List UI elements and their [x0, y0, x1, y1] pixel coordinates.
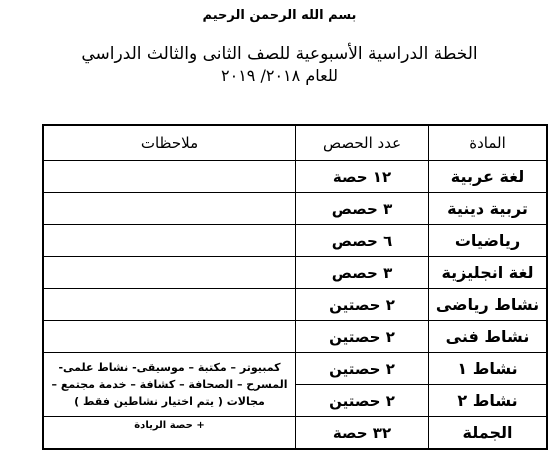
- table-row: [43, 289, 547, 321]
- notes-cell: [43, 257, 296, 289]
- subject-cell: تربية دينية: [429, 193, 548, 225]
- table-header-row: [43, 125, 547, 161]
- periods-cell: ٢ حصتين: [296, 321, 429, 353]
- periods-cell: ١٢ حصة: [296, 161, 429, 193]
- subject-cell: نشاط ٢: [429, 385, 548, 417]
- periods-cell: ٢ حصتين: [296, 353, 429, 385]
- notes-cell: [43, 193, 296, 225]
- notes-cell: [43, 289, 296, 321]
- activity-note-line: كمبيوتر – مكتبة – موسيقى- نشاط علمى-: [58, 361, 281, 374]
- title-line-year: للعام ٢٠١٨/ ٢٠١٩: [221, 66, 338, 85]
- periods-cell: ٦ حصص: [296, 225, 429, 257]
- table-row: [43, 257, 547, 289]
- page-title: [0, 44, 559, 86]
- periods-cell: ٢ حصتين: [296, 385, 429, 417]
- periods-cell: ٢ حصتين: [296, 289, 429, 321]
- notes-cell: [43, 321, 296, 353]
- table-row: [43, 193, 547, 225]
- table-row: [43, 225, 547, 257]
- subject-cell: نشاط فنى: [429, 321, 548, 353]
- activity-note-line: المسرح – الصحافة – كشافة – خدمة مجتمع –: [51, 378, 288, 391]
- table-row: [43, 353, 547, 385]
- total-note-cell: + حصة الريادة: [43, 417, 296, 450]
- column-header-subject: المادة: [429, 125, 548, 161]
- column-header-notes: ملاحظات: [43, 125, 296, 161]
- table-row: [43, 161, 547, 193]
- column-header-periods: عدد الحصص: [296, 125, 429, 161]
- subject-cell: لغة عربية: [429, 161, 548, 193]
- subject-cell: نشاط رياضى: [429, 289, 548, 321]
- table-row-total: [43, 417, 547, 450]
- title-line-plan: الخطة الدراسية الأسبوعية للصف الثانى والثالث الدراسي: [81, 44, 478, 64]
- notes-cell: [43, 161, 296, 193]
- subject-cell: لغة انجليزية: [429, 257, 548, 289]
- table-row: [43, 321, 547, 353]
- activity-note-line: مجالات ( يتم اختيار نشاطين فقط ): [74, 395, 265, 408]
- periods-cell: ٣ حصص: [296, 193, 429, 225]
- study-plan-table: [42, 124, 548, 450]
- basmala-heading: بسم الله الرحمن الرحيم: [202, 8, 357, 23]
- notes-cell: [43, 225, 296, 257]
- activity-notes-cell: [43, 353, 296, 417]
- subject-cell: نشاط ١: [429, 353, 548, 385]
- periods-cell: ٣ حصص: [296, 257, 429, 289]
- total-periods-cell: ٣٢ حصة: [296, 417, 429, 450]
- subject-cell: رياضيات: [429, 225, 548, 257]
- total-label-cell: الجملة: [429, 417, 548, 450]
